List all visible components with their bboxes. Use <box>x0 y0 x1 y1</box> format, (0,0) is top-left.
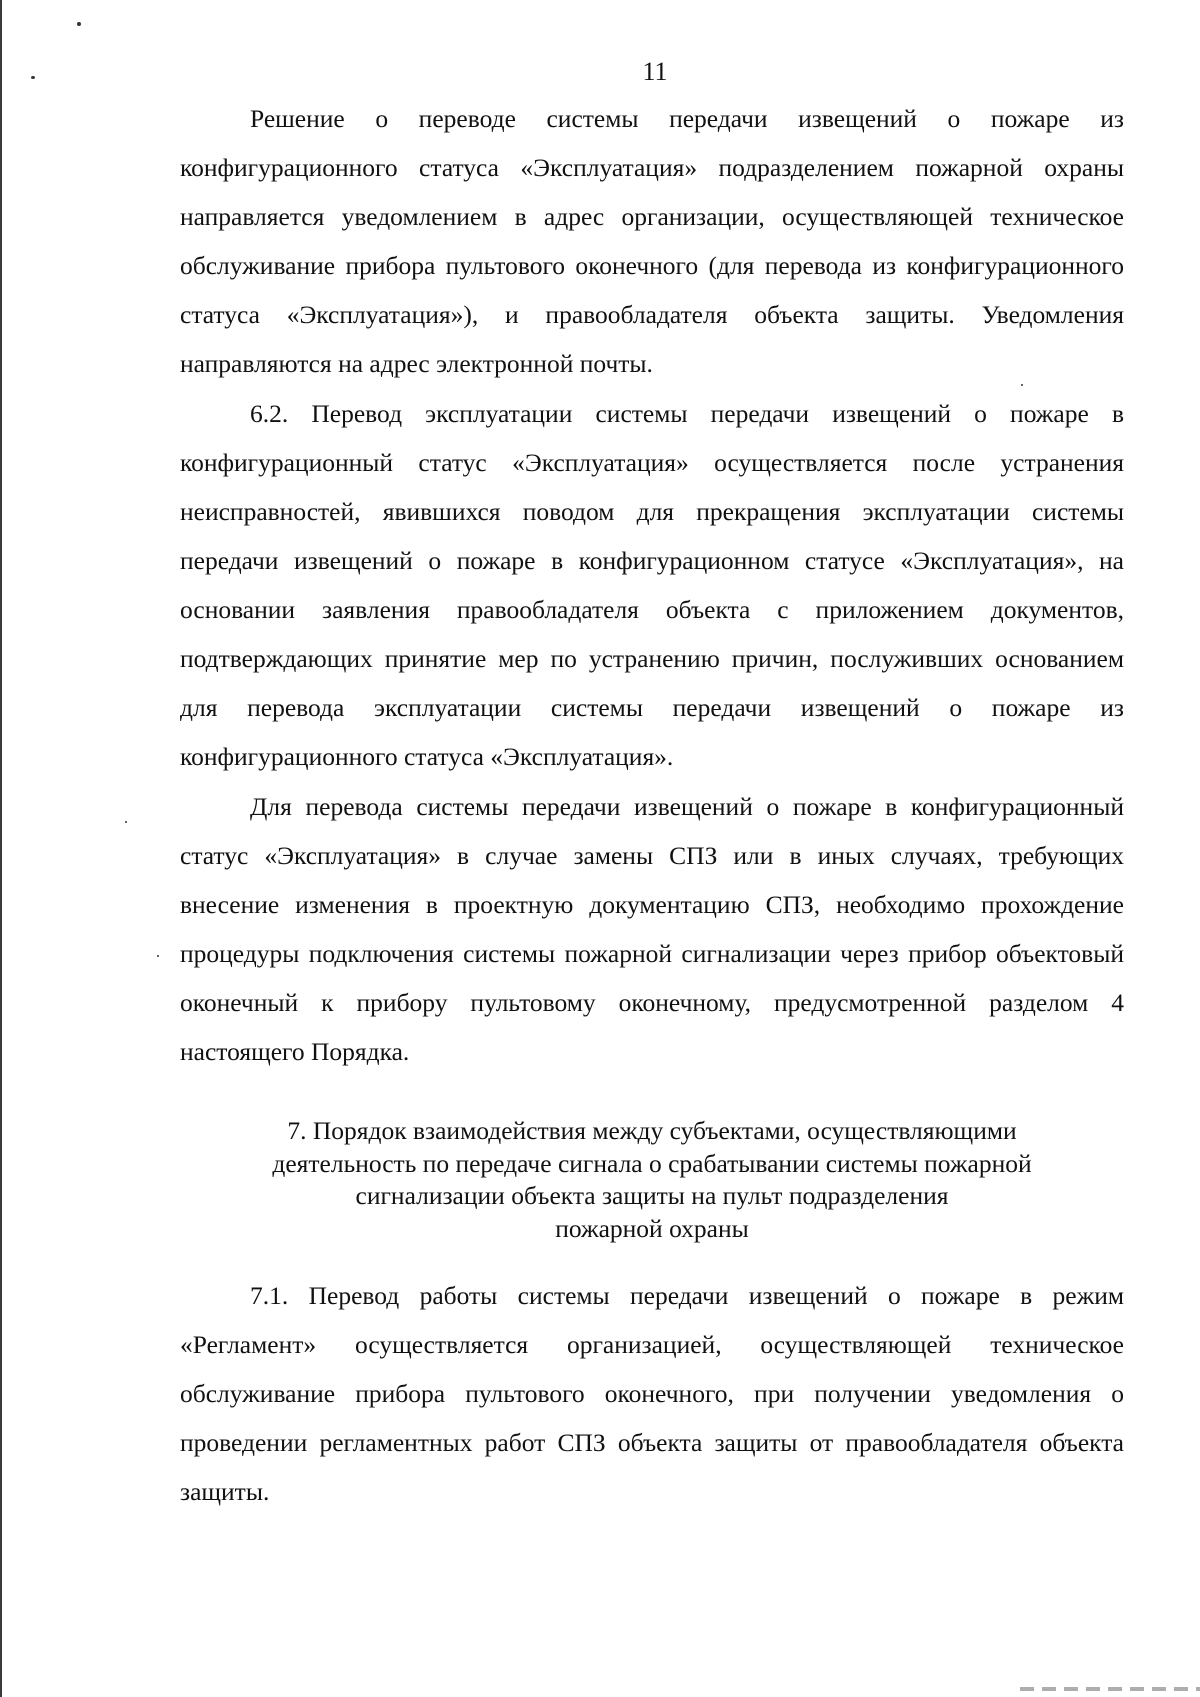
section-heading-line: сигнализации объекта защиты на пульт подразделения <box>355 1181 949 1210</box>
paragraph-decision-notification: Решение о переводе системы передачи извещений о пожаре из конфигурационного статуса «Эксплуатация» подразделением пожарной охраны направляется уведомлением в адрес организации, осуществляющей техническое обслуживание прибора пультового оконечного (для перевода из конфигурационного статуса «Эксплуатация»), и правообладателя объекта защиты. Уведомления направляются на адрес электронной почты. <box>180 104 1124 378</box>
section-7-heading <box>180 1115 1124 1245</box>
scan-speck <box>125 821 127 823</box>
scan-speck <box>157 955 159 957</box>
section-heading-line: деятельность по передаче сигнала о срабатывании системы пожарной <box>272 1148 1032 1178</box>
section-heading-line: пожарной охраны <box>555 1213 749 1243</box>
paragraph-transfer-conditions: Для перевода системы передачи извещений о пожаре в конфигурационный статус «Эксплуатация» в случае замены СПЗ или в иных случаях, требующих внесение изменения в проектную документацию СПЗ, необходимо прохождение процедуры подключения системы пожарной сигнализации через прибор объектовый оконечный к прибору пультовому оконечному, предусмотренной разделом 4 настоящего Порядка. <box>180 792 1124 1066</box>
section-heading-line: 7. Порядок взаимодействия между субъектами, осуществляющими <box>287 1116 1017 1145</box>
paragraph-7-1: 7.1. Перевод работы системы передачи извещений о пожаре в режим «Регламент» осуществляется организацией, осуществляющей техническое обслуживание прибора пультового оконечного, при получении уведомления о проведении регламентных работ СПЗ объекта защиты от правообладателя объекта защиты. <box>180 1281 1124 1506</box>
scan-footer-mark <box>1020 1687 1200 1691</box>
paragraph-6-2: 6.2. Перевод эксплуатации системы передачи извещений о пожаре в конфигурационный статус «Эксплуатация» осуществляется после устранения неисправностей, явившихся поводом для прекращения эксплуатации системы передачи извещений о пожаре в конфигурационном статусе «Эксплуатация», на основании заявления правообладателя объекта с приложением документов, подтверждающих принятие мер по устранению причин, послуживших основанием для перевода эксплуатации системы передачи извещений о пожаре из конфигурационного статуса «Эксплуатация». <box>180 399 1124 771</box>
scan-edge-line <box>0 0 5 1697</box>
scan-speck <box>77 22 81 26</box>
page-number: 11 <box>642 57 668 86</box>
